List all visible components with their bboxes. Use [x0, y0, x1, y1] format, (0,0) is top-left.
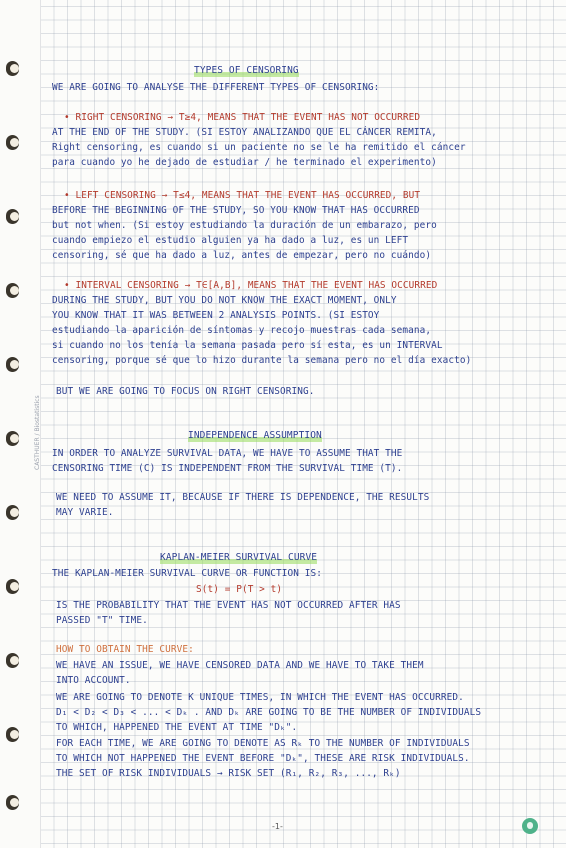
- left-censoring-line-4: cuando empiezo el estudio alguien ya ha dado a luz, es un LEFT: [52, 235, 409, 246]
- binder-ring-icon: [6, 727, 19, 742]
- right-censoring-line-2: AT THE END OF THE STUDY. (SI ESTOY ANALIZANDO QUE EL CÁNCER REMITA,: [52, 127, 437, 138]
- section-title-types: TYPES OF CENSORING: [194, 65, 299, 76]
- km-intro: THE KAPLAN-MEIER SURVIVAL CURVE OR FUNCTION IS:: [52, 568, 322, 579]
- howto-line-8: THE SET OF RISK INDIVIDUALS → RISK SET (R₁, R₂, R₃, ..., Rₖ): [56, 768, 401, 779]
- howto-line-3: WE ARE GOING TO DENOTE K UNIQUE TIMES, IN WHICH THE EVENT HAS OCCURRED.: [56, 692, 464, 703]
- wuolah-logo-icon: [522, 818, 538, 834]
- notebook-brand: CASTHUER / Biostatistics: [34, 395, 41, 470]
- left-censoring-line-3: but not when. (Si estoy estudiando la duración de un embarazo, pero: [52, 220, 437, 231]
- right-censoring-line-1: • RIGHT CENSORING → T≥4, MEANS THAT THE EVENT HAS NOT OCCURRED: [64, 112, 421, 123]
- howto-line-4: D₁ < D₂ < D₃ < ... < Dₖ . AND Dₖ ARE GOING TO BE THE NUMBER OF INDIVIDUALS: [56, 707, 482, 718]
- left-censoring-line-5: censoring, sé que ha dado a luz, antes de empezar, pero no cuándo): [52, 250, 432, 261]
- howto-title: HOW TO OBTAIN THE CURVE:: [56, 644, 194, 655]
- binder-ring-icon: [6, 357, 19, 372]
- km-definition-1: IS THE PROBABILITY THAT THE EVENT HAS NOT OCCURRED AFTER HAS: [56, 600, 401, 611]
- focus-right-censoring: BUT WE ARE GOING TO FOCUS ON RIGHT CENSORING.: [56, 386, 315, 397]
- independence-line-2: CENSORING TIME (C) IS INDEPENDENT FROM THE SURVIVAL TIME (T).: [52, 463, 403, 474]
- interval-censoring-line-1: • INTERVAL CENSORING → T∈[A,B], MEANS THAT THE EVENT HAS OCCURRED: [64, 280, 438, 291]
- right-censoring-line-4: para cuando yo he dejado de estudiar / he terminado el experimento): [52, 157, 437, 168]
- independence-need-2: MAY VARIE.: [56, 507, 114, 518]
- howto-line-7: TO WHICH NOT HAPPENED THE EVENT BEFORE "Dₖ", THESE ARE RISK INDIVIDUALS.: [56, 753, 470, 764]
- km-definition-2: PASSED "T" TIME.: [56, 615, 148, 626]
- howto-line-6: FOR EACH TIME, WE ARE GOING TO DENOTE AS Rₖ TO THE NUMBER OF INDIVIDUALS: [56, 738, 470, 749]
- independence-need-1: WE NEED TO ASSUME IT, BECAUSE IF THERE IS DEPENDENCE, THE RESULTS: [56, 492, 430, 503]
- section-title-independence: INDEPENDENCE ASSUMPTION: [188, 430, 322, 441]
- section-title-kaplan-meier: KAPLAN-MEIER SURVIVAL CURVE: [160, 552, 318, 563]
- binder-ring-icon: [6, 283, 19, 298]
- km-formula: S(t) = P(T > t): [196, 584, 283, 595]
- right-censoring-line-3: Right censoring, es cuando si un paciente no se le ha remitido el cáncer: [52, 142, 466, 153]
- howto-line-2: INTO ACCOUNT.: [56, 675, 131, 686]
- binder-ring-icon: [6, 61, 19, 76]
- binder-ring-icon: [6, 209, 19, 224]
- interval-censoring-line-4: estudiando la aparición de síntomas y recojo muestras cada semana,: [52, 325, 432, 336]
- interval-censoring-line-5: si cuando no los tenía la semana pasada pero sí esta, es un INTERVAL: [52, 340, 443, 351]
- howto-line-1: WE HAVE AN ISSUE, WE HAVE CENSORED DATA AND WE HAVE TO TAKE THEM: [56, 660, 424, 671]
- interval-censoring-line-6: censoring, porque sé que lo hizo durante la semana pero no el día exacto): [52, 355, 472, 366]
- interval-censoring-line-3: YOU KNOW THAT IT WAS BETWEEN 2 ANALYSIS POINTS. (SI ESTOY: [52, 310, 380, 321]
- binder-ring-icon: [6, 653, 19, 668]
- independence-line-1: IN ORDER TO ANALYZE SURVIVAL DATA, WE HAVE TO ASSUME THAT THE: [52, 448, 403, 459]
- binder-ring-icon: [6, 795, 19, 810]
- left-censoring-line-2: BEFORE THE BEGINNING OF THE STUDY, SO YOU KNOW THAT HAS OCCURRED: [52, 205, 420, 216]
- binder-ring-icon: [6, 431, 19, 446]
- binder-ring-icon: [6, 505, 19, 520]
- left-censoring-line-1: • LEFT CENSORING → T≤4, MEANS THAT THE EVENT HAS OCCURRED, BUT: [64, 190, 421, 201]
- types-intro: WE ARE GOING TO ANALYSE THE DIFFERENT TYPES OF CENSORING:: [52, 82, 380, 93]
- binder-ring-icon: [6, 135, 19, 150]
- howto-line-5: TO WHICH, HAPPENED THE EVENT AT TIME "Dₖ".: [56, 722, 298, 733]
- interval-censoring-line-2: DURING THE STUDY, BUT YOU DO NOT KNOW THE EXACT MOMENT, ONLY: [52, 295, 397, 306]
- binder-ring-icon: [6, 579, 19, 594]
- page-number: -1-: [272, 822, 283, 831]
